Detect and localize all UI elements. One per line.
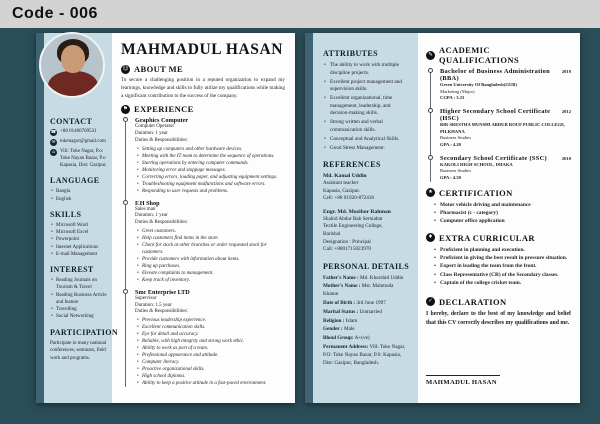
job-bullet: • Elevate complaints to management. bbox=[135, 270, 285, 277]
declaration-title: DECLARATION bbox=[439, 296, 507, 307]
participation-title: PARTICIPATION bbox=[50, 327, 119, 337]
contact-section bbox=[50, 117, 107, 169]
photo-shirt bbox=[48, 71, 98, 98]
job-bullet: • Meeting with the IT team to determine the sequence of operations. bbox=[135, 153, 285, 160]
job-bullet: • Responding to user requests and problems. bbox=[135, 188, 285, 195]
extra-curricular-item: • Proficient in giving the best result in pressure situation. bbox=[432, 254, 571, 262]
page2-left-panel bbox=[313, 33, 418, 403]
reference-line: Textile Engineering College, bbox=[323, 223, 383, 230]
reference-line: Assistant teacher bbox=[323, 180, 359, 187]
declaration-icon: ✓ bbox=[426, 297, 435, 306]
cv-page-1 bbox=[36, 33, 295, 403]
interest-section bbox=[50, 265, 107, 321]
personal-details-title: PERSONAL DETAILS bbox=[323, 261, 410, 271]
skills-list bbox=[50, 222, 107, 258]
reference-lines bbox=[323, 180, 410, 203]
job-bullet: • Ability to keep a positive attitude in a fast-paced environment. bbox=[135, 380, 285, 387]
contact-item-icon: ✉ bbox=[51, 140, 56, 145]
accent-strip bbox=[36, 33, 44, 403]
personal-detail-row bbox=[323, 309, 410, 317]
personal-detail-row bbox=[323, 283, 410, 299]
personal-detail-row bbox=[323, 344, 410, 367]
study-group: Business Studies bbox=[440, 168, 472, 174]
job-bullet: • Correcting errors, loading paper, and adjusting equipment settings. bbox=[135, 174, 285, 181]
contact-list bbox=[50, 129, 107, 169]
job-duties-label: Duties & Responsibilities: bbox=[135, 220, 188, 226]
contact-item-text: tokenagor@gmail.com bbox=[60, 139, 106, 144]
signature-name: MAHMADUL HASAN bbox=[426, 379, 497, 387]
reference-line: Designation : Principal bbox=[323, 238, 371, 245]
job-bullet: • Eye for detail and accuracy. bbox=[135, 331, 285, 338]
detail-value: Islam bbox=[344, 317, 358, 324]
detail-value: Male bbox=[342, 326, 355, 333]
detail-value: Unmarried bbox=[358, 308, 382, 315]
job-bullet-list bbox=[135, 146, 285, 195]
timeline-marker-icon bbox=[123, 289, 128, 294]
participation-text: Participate in many national conferences, seminars, field work and programs. bbox=[50, 340, 107, 361]
degree-name: Higher Secondary School Certificate (HSC) bbox=[440, 107, 551, 122]
job-bullet: • Monitoring error and stoppage messages. bbox=[135, 167, 285, 174]
signature-block bbox=[426, 375, 571, 386]
reference-line: Cell: +88 01920-872436 bbox=[323, 195, 375, 202]
extra-curricular-item: • Expert in leading the team from the front. bbox=[432, 262, 571, 270]
job-bullet: • Starting operations by entering computer commands. bbox=[135, 160, 285, 167]
job-bullet: • Ring up purchases. bbox=[135, 263, 285, 270]
extra-curricular-item: • Captain of the college cricket team. bbox=[432, 279, 571, 287]
detail-value: 3rd June 1997 bbox=[355, 299, 386, 306]
attribute-item: • Conceptual and Analytical Skills. bbox=[323, 136, 410, 144]
detail-value: Mst. Mahmuda Khatun bbox=[323, 283, 394, 298]
reference-line: Kapasia, Gazipur. bbox=[323, 187, 361, 194]
detail-value: A+(ve) bbox=[353, 335, 370, 342]
experience-icon: ⚑ bbox=[121, 105, 130, 114]
job-role: Computer Operator bbox=[135, 124, 175, 130]
reference-2 bbox=[323, 209, 410, 254]
extra-curricular-list bbox=[432, 246, 571, 288]
job-company: Graphics Computer bbox=[135, 117, 189, 125]
interest-item: • Travelling bbox=[50, 306, 107, 313]
job-duration: Duration: 1.5 year bbox=[135, 302, 172, 308]
detail-label: Father's Name : bbox=[323, 274, 359, 281]
candidate-name: MAHMADUL HASAN bbox=[121, 41, 284, 58]
institute-name: Green University Of Bangladesh(GUB) bbox=[440, 82, 517, 87]
detail-label: Blood Group: bbox=[323, 335, 354, 342]
result: GPA : 4.50 bbox=[440, 174, 461, 180]
certification-item: • Pharmacist (c - category) bbox=[432, 209, 571, 217]
job-bullet: • Proactive organizational skills. bbox=[135, 366, 285, 373]
participation-section bbox=[50, 327, 119, 363]
study-group: Business Studies bbox=[440, 135, 472, 141]
contact-item-text: Vill: Toke Nagar, P.o: Toke Nayan Bazar, P.s: Kapasia, Dist: Gazipur. bbox=[60, 149, 107, 168]
experience-job-3 bbox=[135, 289, 285, 387]
profile-photo bbox=[39, 32, 105, 98]
detail-label: Date of Birth : bbox=[323, 299, 356, 306]
job-bullet-list bbox=[135, 317, 285, 387]
academic-entry-3 bbox=[440, 155, 571, 182]
timeline-marker-icon bbox=[123, 117, 128, 122]
about-me-icon: ☺ bbox=[122, 65, 129, 72]
language-item: • English bbox=[50, 196, 107, 203]
attribute-item: • Excellent project management and supervision skills. bbox=[323, 79, 410, 94]
personal-detail-row bbox=[323, 300, 410, 308]
photo-face bbox=[61, 45, 85, 73]
degree-year: 2010 bbox=[561, 155, 571, 161]
job-bullet: • Greet customers. bbox=[135, 228, 285, 235]
certification-item: • Motor vehicle driving and maintenance bbox=[432, 201, 571, 209]
job-company: F.H Shop bbox=[135, 199, 160, 207]
job-bullet: • Reliable, with high integrity and strong work ethic. bbox=[135, 338, 285, 345]
institute-name: BIR SRESTHA MUNSHI ABDUR ROUF PUBLIC COLLEGE, PILKHANA bbox=[440, 121, 566, 134]
attribute-item: • The ability to work with multiple discipline projects. bbox=[323, 62, 410, 77]
language-section bbox=[50, 176, 107, 203]
accent-strip bbox=[305, 33, 313, 403]
job-bullet: • High school diploma. bbox=[135, 373, 285, 380]
job-role: Supervisor bbox=[135, 295, 157, 301]
timeline-marker-icon bbox=[428, 155, 433, 160]
job-bullet: • Check for stock at other branches or order requested stock for customers. bbox=[135, 242, 285, 256]
signature-line bbox=[426, 375, 500, 376]
degree-year: 2012 bbox=[561, 108, 571, 114]
interest-list bbox=[50, 277, 107, 321]
reference-name: Md. Kamal Uddin bbox=[323, 173, 367, 180]
job-bullet: • Setting up computers and other hardware devices. bbox=[135, 146, 285, 153]
personal-detail-row bbox=[323, 326, 410, 334]
job-bullet: • Previous leadership experience. bbox=[135, 317, 285, 324]
experience-title: EXPERIENCE bbox=[134, 104, 194, 115]
job-role: Sales man bbox=[135, 206, 156, 212]
page1-main bbox=[112, 33, 295, 403]
experience-header bbox=[121, 104, 285, 114]
skill-item: • Powerpoint bbox=[50, 236, 107, 243]
job-duration: Duration: 1 year bbox=[135, 131, 168, 137]
academic-header bbox=[426, 45, 571, 65]
language-title: LANGUAGE bbox=[50, 176, 100, 186]
interest-item: • Reading Journals on Tourism & Travel bbox=[50, 277, 107, 292]
language-list bbox=[50, 188, 107, 203]
contact-title: CONTACT bbox=[50, 117, 93, 126]
experience-job-2 bbox=[135, 200, 285, 284]
detail-label: Gender : bbox=[323, 326, 343, 333]
extra-curricular-item: • Proficient in planning and execution. bbox=[432, 246, 571, 254]
cv-page-2 bbox=[305, 33, 580, 403]
timeline-marker-icon bbox=[428, 108, 433, 113]
contact-item-text: +88 01406769531 bbox=[60, 129, 97, 134]
study-group: Marketing (Major) bbox=[440, 88, 475, 94]
certification-item: • Computer office application bbox=[432, 217, 571, 225]
attributes-list bbox=[323, 62, 410, 152]
timeline-marker-icon bbox=[123, 200, 128, 205]
degree-year: 2019 bbox=[561, 69, 571, 74]
about-me-text: To secure a challenging position in a reputed organization to expand my learnings, knowledge and skills to fully utilize my qualifications while making a significant contribution to the success of the company. bbox=[121, 77, 285, 99]
detail-label: Religion : bbox=[323, 317, 345, 324]
contact-item-icon: ☎ bbox=[50, 130, 57, 135]
job-bullet: • Provide customers with information about items. bbox=[135, 256, 285, 263]
reference-lines bbox=[323, 216, 410, 254]
attribute-item: • Good Stress Management. bbox=[323, 145, 410, 153]
skill-item: • Microsoft Excel bbox=[50, 229, 107, 236]
extra-curricular-item: • Class Representative (CR) of the Secondary classes. bbox=[432, 271, 571, 279]
declaration-header bbox=[426, 297, 571, 307]
contact-item-icon: ⌂ bbox=[50, 149, 57, 156]
interest-item: • Social Networking bbox=[50, 313, 107, 320]
reference-name: Engr. Md. Mozibor Rahman bbox=[323, 208, 391, 215]
detail-label: Marital Status : bbox=[323, 308, 359, 315]
reference-line: Shahid Abdur Rab Serniabat bbox=[323, 215, 383, 222]
job-duration: Duration: 1 year bbox=[135, 213, 168, 219]
academic-entry-2 bbox=[440, 108, 571, 149]
attribute-item: • Strong written and verbal communication skills. bbox=[323, 119, 410, 134]
timeline-marker-icon bbox=[428, 68, 433, 73]
degree-name: Bachelor of Business Administration (BBA) bbox=[440, 68, 550, 82]
academic-title: ACADEMIC QUALIFICATIONS bbox=[439, 45, 520, 65]
result: GPA : 4.20 bbox=[440, 141, 461, 147]
certification-icon: ★ bbox=[426, 188, 435, 197]
contact-item bbox=[50, 139, 107, 146]
references-title: REFERENCES bbox=[323, 160, 381, 170]
skill-item: • Internet Applications bbox=[50, 244, 107, 251]
personal-details-list bbox=[323, 275, 410, 368]
job-bullet-list bbox=[135, 228, 285, 284]
academic-timeline bbox=[430, 68, 571, 182]
detail-label: Permanent Address: bbox=[323, 343, 369, 350]
certification-list bbox=[432, 201, 571, 226]
extra-curricular-header bbox=[426, 233, 571, 243]
skill-item: • Microsoft Word bbox=[50, 222, 107, 229]
template-code-label: Code - 006 bbox=[12, 5, 98, 22]
about-me-header bbox=[121, 64, 285, 74]
declaration-text: I hereby, declare to the best of my knowledge and belief that this CV correctly describes my qualifications and me. bbox=[426, 310, 571, 327]
institute-name: KAKOLI HIGH SCHOOL, DHAKA bbox=[440, 161, 513, 167]
reference-1 bbox=[323, 173, 410, 203]
job-bullet: • Computer literacy. bbox=[135, 359, 285, 366]
interest-item: • Reading Business Article and feature bbox=[50, 292, 107, 307]
reference-line: Barishal bbox=[323, 231, 341, 237]
detail-value: Md. Khorshid Uddin bbox=[358, 274, 404, 281]
skills-section bbox=[50, 210, 107, 258]
experience-job-1 bbox=[135, 117, 285, 194]
job-bullet: • Ability to work as part of a team. bbox=[135, 345, 285, 352]
personal-detail-row bbox=[323, 275, 410, 283]
contact-item bbox=[50, 149, 107, 169]
detail-label: Mother's Name : bbox=[323, 283, 361, 290]
sidebar bbox=[44, 33, 119, 403]
reference-line: Call: +8801715023970 bbox=[323, 246, 372, 253]
language-item: • Bangla bbox=[50, 188, 107, 195]
job-duties-label: Duties & Responsibilities: bbox=[135, 137, 188, 143]
job-bullet: • Troubleshooting equipment malfunctions and software errors. bbox=[135, 181, 285, 188]
window-header bbox=[0, 0, 600, 28]
about-me-title: ABOUT ME bbox=[134, 64, 184, 74]
job-bullet: • Professional appearance and attitude. bbox=[135, 352, 285, 359]
certification-header bbox=[426, 188, 571, 198]
degree-name: Secondary School Certificate (SSC) bbox=[440, 154, 547, 162]
extra-curricular-title: EXTRA CURRICULAR bbox=[439, 232, 535, 243]
attribute-item: • Excellent organizational, time management, leadership, and decision-making skills. bbox=[323, 95, 410, 118]
detail-value: Vill: Toke Nagar, P.O: Toke Nayan Bazar, P.S: Kapasia, Dist: Gazipur, Bangladesh. bbox=[323, 343, 406, 366]
interest-title: INTEREST bbox=[50, 265, 94, 274]
academic-entry-1 bbox=[440, 68, 571, 102]
attributes-title: ATTRIBUTES bbox=[323, 49, 378, 58]
extra-curricular-icon: ♦ bbox=[426, 233, 435, 242]
job-duties-label: Duties & Responsibilities: bbox=[135, 309, 188, 315]
skills-title: SKILLS bbox=[50, 209, 82, 219]
experience-timeline bbox=[125, 117, 285, 387]
personal-detail-row bbox=[323, 318, 410, 326]
job-company: Smc Enterprise LTD bbox=[135, 288, 190, 296]
job-bullet: • Keep track of inventory. bbox=[135, 277, 285, 284]
contact-item bbox=[50, 129, 107, 136]
academic-icon: ✎ bbox=[426, 51, 435, 60]
page2-main bbox=[418, 33, 580, 403]
result: CGPA : 3.23 bbox=[440, 95, 465, 101]
certification-title: CERTIFICATION bbox=[439, 187, 513, 198]
job-bullet: • Excellent communication skills. bbox=[135, 324, 285, 331]
skill-item: • E-mail Management bbox=[50, 251, 107, 258]
job-bullet: • Help customers find items in the store. bbox=[135, 235, 285, 242]
personal-detail-row bbox=[323, 335, 410, 343]
